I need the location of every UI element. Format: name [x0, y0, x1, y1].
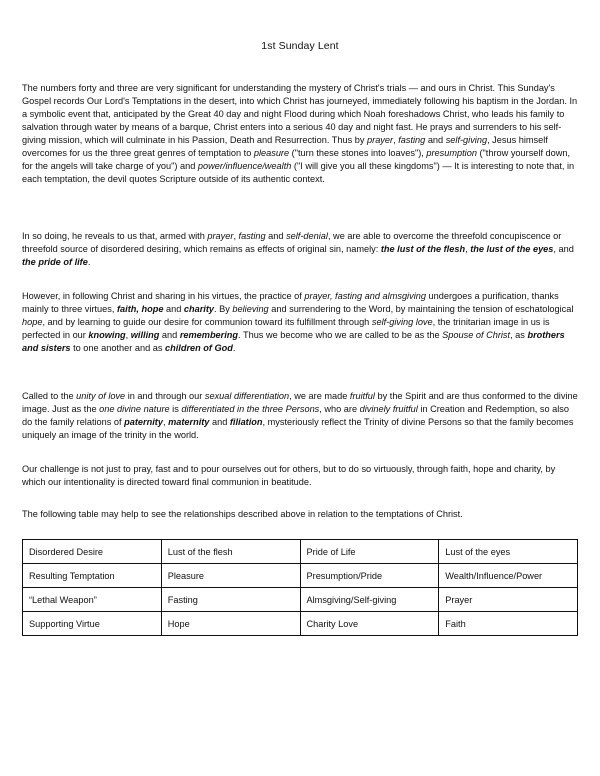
emphasis-text: self-giving	[445, 135, 488, 145]
temptations-table	[22, 539, 578, 636]
emphasis-text: presumption	[426, 148, 477, 158]
emphasis-text: sexual differentiation	[204, 391, 290, 401]
text-run: in Creation and Redemption, so also do the family relations of	[22, 404, 570, 427]
text-run: and	[425, 135, 446, 145]
text-run: In so doing, he reveals to us that, armed with	[22, 231, 208, 241]
bold-italic-text: the lust of the eyes	[470, 244, 554, 254]
text-run: in and through our	[125, 391, 205, 401]
emphasis-text: unity of love	[76, 391, 126, 401]
table-cell: Hope	[161, 612, 300, 636]
table-cell: Presumption/Pride	[300, 564, 439, 588]
table-cell: Pride of Life	[300, 540, 439, 564]
bold-italic-text: remembering	[179, 330, 239, 340]
bold-italic-text: filiation	[229, 417, 263, 427]
paragraph-table-intro	[22, 508, 578, 521]
text-run: The numbers forty and three are very significant for understanding the mystery of Christ's trials — and ours in Christ. This Sunday's Gospel records Our Lord's Temptations in the desert, into which Christ has journeyed, immediately following his baptism in the Jordan. In a symbolic event that, anticipated by the Great 40 day and night Flood during which Noah foreshadows Christ, who leads his family to salvation through water by means of a barque, Christ enters into a serious 40 day and night fast. He prays and surrenders to his self-giving mission, which will culminate in his Passion, Death and Resurrection. Thus by	[22, 83, 578, 145]
bold-italic-text: paternity	[124, 417, 163, 427]
text-run: The following table may help to see the relationships described above in relation to the temptations of Christ.	[22, 509, 463, 519]
text-run: , and	[553, 244, 574, 254]
text-run: .	[232, 343, 236, 353]
text-run: , as	[510, 330, 528, 340]
bold-italic-text: faith, hope	[116, 304, 164, 314]
emphasis-text: self-giving love	[371, 317, 433, 327]
bold-italic-text: knowing	[88, 330, 126, 340]
text-run: ,	[162, 417, 169, 427]
text-run: Our challenge is not just to pray, fast and to pour ourselves out for others, but to do so virtuously, through faith, hope and charity, by which our intentionality is directed toward final communion in beatitude.	[22, 464, 556, 487]
table-cell: Almsgiving/Self-giving	[300, 588, 439, 612]
bold-italic-text: maternity	[168, 417, 210, 427]
table-cell: Lust of the flesh	[161, 540, 300, 564]
table-cell: Charity Love	[300, 612, 439, 636]
emphasis-text: power/influence/wealth	[197, 161, 292, 171]
bold-italic-text: the lust of the flesh	[380, 244, 466, 254]
emphasis-text: self-denial	[286, 231, 328, 241]
text-run: . By	[214, 304, 233, 314]
table-cell: Pleasure	[161, 564, 300, 588]
text-run: ("I will give you all these kingdoms") — It is interesting to note that, in each temptation, the devil quotes Scripture outside of its authentic context.	[22, 161, 575, 184]
text-run: . Thus we become who we are called to be as the	[238, 330, 443, 340]
text-run: , we are made	[289, 391, 350, 401]
table-cell: Lust of the eyes	[439, 540, 578, 564]
paragraph-christian-virtues	[22, 290, 578, 355]
text-run: However, in following Christ and sharing in his virtues, the practice of	[22, 291, 305, 301]
emphasis-text: prayer	[367, 135, 394, 145]
emphasis-text: differentiated in the three Persons	[181, 404, 320, 414]
text-run: ,	[125, 330, 131, 340]
bold-italic-text: the pride of life	[22, 257, 88, 267]
document-title: 1st Sunday Lent	[261, 40, 339, 52]
emphasis-text: prayer	[207, 231, 234, 241]
text-run: and	[163, 304, 184, 314]
table-cell: Faith	[439, 612, 578, 636]
text-run: undergoes a purification, thanks mainly to three virtues,	[22, 291, 559, 314]
emphasis-text: believing	[232, 304, 269, 314]
table-cell: Supporting Virtue	[23, 612, 162, 636]
emphasis-text: Spouse of Christ	[442, 330, 511, 340]
emphasis-text: hope	[22, 317, 43, 327]
table-row	[23, 612, 578, 636]
text-run: and	[265, 231, 287, 241]
text-run: , and by learning to guide our desire for communion toward its fulfillment through	[42, 317, 372, 327]
table-cell: Prayer	[439, 588, 578, 612]
bold-italic-text: willing	[130, 330, 160, 340]
text-run: , mysteriously reflect the Trinity of divine Persons so that the family becomes uniquely an image of the trinity in the world.	[22, 417, 574, 440]
text-run: .	[87, 257, 91, 267]
table-cell: Wealth/Influence/Power	[439, 564, 578, 588]
emphasis-text: fasting	[398, 135, 426, 145]
text-run: and surrendering to the Word, by maintaining the tension of eschatological	[268, 304, 574, 314]
emphasis-text: one divine nature	[99, 404, 170, 414]
text-run: , we are able to overcome the threefold concupiscence or threefold source of disordered desiring, which remains as effects of original sin, namely:	[22, 231, 562, 254]
bold-italic-text: brothers and sisters	[22, 330, 565, 353]
emphasis-text: fasting	[238, 231, 266, 241]
text-run: , who are	[319, 404, 360, 414]
paragraph-threefold-concupiscence	[22, 230, 578, 269]
table-row	[23, 588, 578, 612]
table-cell: “Lethal Weapon”	[23, 588, 162, 612]
emphasis-text: prayer, fasting and almsgiving	[304, 291, 426, 301]
text-run: ,	[393, 135, 399, 145]
bold-italic-text: children of God	[165, 343, 233, 353]
text-run: by the Spirit and are thus conformed to the divine image. Just as the	[22, 391, 578, 414]
text-run: ("throw yourself down, for the angels will take charge of you") and	[22, 148, 571, 171]
text-run: is	[169, 404, 182, 414]
emphasis-text: fruitful	[349, 391, 375, 401]
paragraph-our-challenge	[22, 463, 578, 489]
table-cell: Fasting	[161, 588, 300, 612]
table-cell: Disordered Desire	[23, 540, 162, 564]
text-run: and	[209, 417, 230, 427]
text-run: ,	[233, 231, 239, 241]
bold-italic-text: charity	[183, 304, 215, 314]
text-run: , Jesus himself overcomes for us the three great genres of temptation to	[22, 135, 548, 158]
table-row	[23, 540, 578, 564]
table-row	[23, 564, 578, 588]
paragraph-divine-image	[22, 390, 578, 442]
text-run: Called to the	[22, 391, 77, 401]
emphasis-text: pleasure	[253, 148, 290, 158]
table-cell: Resulting Temptation	[23, 564, 162, 588]
text-run: ("turn these stones into loaves"),	[289, 148, 427, 158]
text-run: to one another and as	[70, 343, 166, 353]
paragraph-forty-and-three	[22, 82, 578, 186]
text-run: , the trinitarian image in us is perfected in our	[22, 317, 550, 340]
emphasis-text: divinely fruitful	[359, 404, 418, 414]
text-run: and	[159, 330, 180, 340]
text-run: ,	[465, 244, 471, 254]
